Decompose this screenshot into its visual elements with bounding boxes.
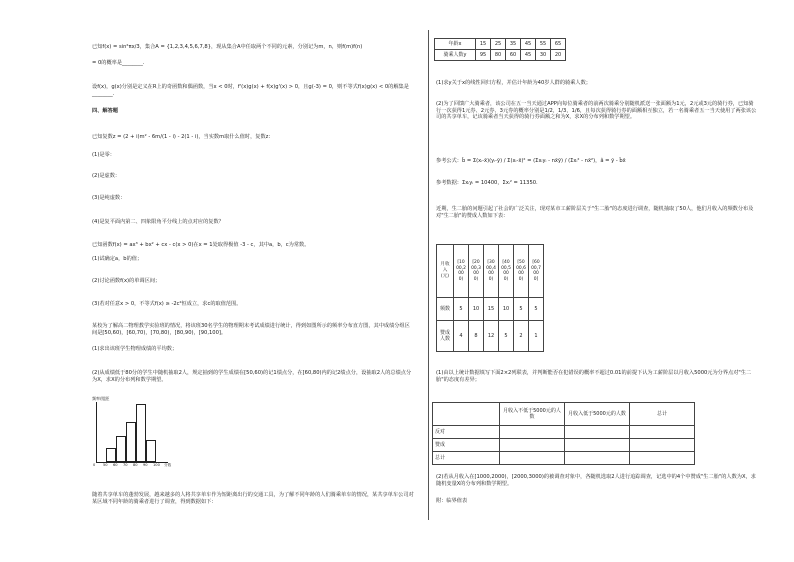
table-row [437, 245, 544, 298]
fill-blank-1: 已知f(x) = sin²πx/3，集合A = {1,2,3,4,5,6,7,8}，现从集合A中任取两个不同的元素，分别记为m，n，则f(m)f(n) [92, 44, 363, 50]
table-cell: 5 [514, 298, 529, 321]
histogram-tick: 50 [103, 463, 108, 467]
table-cell: 55 [536, 39, 551, 50]
table-cell: [5000,6000) [514, 245, 529, 298]
table-cell: 10 [499, 298, 514, 321]
table-cell: 月收入(元) [437, 245, 454, 298]
table-cell: 30 [536, 50, 551, 61]
histogram-bar [136, 404, 146, 462]
table-cell: 95 [476, 50, 491, 61]
column-divider [428, 30, 429, 520]
histogram-tick: 70 [123, 463, 128, 467]
reference-formula: 参考公式：b̂ = Σ(xᵢ-x̄)(yᵢ-ȳ) / Σ(xᵢ-x̄)² = (Σxᵢyᵢ - nx̄ȳ) / (Σxᵢ² - nx̄²)，â = ȳ - b̂x̄ [436, 158, 626, 164]
table-cell: 8 [469, 321, 484, 352]
table-cell: 频数 [437, 298, 454, 321]
question-3-part-1: (1)求出该班学生物理成绩的平均数； [92, 346, 178, 352]
table-cell: 35 [506, 39, 521, 50]
table-cell: 15 [484, 298, 499, 321]
age-rider-table [434, 38, 566, 61]
table-cell [630, 452, 695, 465]
fill-blank-2: 设f(x)，g(x)分别是定义在R上的奇函数和偶函数，当x < 0时，f'(x)g(x) + f(x)g'(x) > 0，且g(-3) = 0，则不等式f(x)g(x) < 0的解集是________. [92, 84, 409, 97]
histogram-tick: 90 [143, 463, 148, 467]
table-row [433, 426, 695, 439]
histogram-y-label: 频率/组距 [92, 396, 110, 401]
question-1-part-1: (1)是零： [92, 152, 115, 158]
table-cell: 4 [454, 321, 469, 352]
table-cell: 12 [484, 321, 499, 352]
table-cell: 10 [469, 298, 484, 321]
question-4: 随着共享单车的蓬勃发展，越来越多的人将共享单车作为短距离出行的交通工具，为了解不同年龄的人们骑乘单车的情况，某共享单车公司对某区域不同年龄的骑乘者进行了调查，得到数据如下： [92, 492, 414, 505]
table-cell: 5 [454, 298, 469, 321]
regression-question-1: (1)求y关于x的线性回归方程，并估计年龄为40岁人群的骑乘人数； [436, 80, 591, 86]
question-2: 已知函数f(x) = ax³ + bx² + cx - c(x > 0)在x = 1处取得极值 -3 - c，其中a，b，c为常数。 [92, 242, 310, 248]
table-cell [630, 426, 695, 439]
table-cell: 赞成 [433, 439, 500, 452]
table-row [437, 321, 544, 352]
survey-question-2: (2)若从月收入在[1000,2000)，[2000,3000)的被调查对象中，各随机选取2人进行追踪调查，记选中的4个中赞成"生二胎"的人数为X，求随机变量X的分布列和数学期望。 [436, 474, 756, 487]
question-1-part-4: (4)是复平面内第二、四象限角平分线上的点对应的复数？ [92, 219, 224, 225]
table-cell: 总计 [433, 452, 500, 465]
table-row [433, 452, 695, 465]
table-cell: 65 [551, 39, 566, 50]
table-cell [565, 426, 630, 439]
question-1-part-2: (2)是虚数： [92, 173, 121, 179]
table-cell: 5 [529, 298, 544, 321]
histogram-bar [116, 436, 126, 462]
table-cell [500, 439, 565, 452]
table-cell: 80 [491, 50, 506, 61]
table-cell: 年龄x [435, 39, 476, 50]
regression-question-2: (2)为了回馈广大骑乘者，该公司在五一当天通过APP向每位骑乘者的前两次骑乘分别随机派送一张面额为1元，2元或3元的骑行券，已知骑行一次获得1元券、2元券、3元券的概率分别是1/2，1/3，1/6，且每次获得骑行券的面额相互独立，若一名骑乘者五一当天使用了两张该公司的共享单车，记该骑乘者当天获得的骑行券面额之和为X，求X的分布列和数学期望。 [436, 101, 757, 120]
table-cell: 月收入低于5000元的人数 [565, 403, 630, 426]
table-cell [500, 426, 565, 439]
reference-data: 参考数据：Σxᵢyᵢ = 10400，Σxᵢ² = 11350. [436, 180, 538, 186]
table-cell [433, 403, 500, 426]
critical-value-caption: 附：临界值表 [436, 498, 468, 504]
histogram-bar [126, 422, 136, 462]
income-survey-table [436, 244, 544, 352]
table-cell: 5 [499, 321, 514, 352]
question-2-part-1: (1)试确定a，b的值； [92, 256, 143, 262]
table-cell: 反对 [433, 426, 500, 439]
frequency-histogram [86, 396, 176, 470]
question-1-part-3: (3)是纯虚数： [92, 195, 126, 201]
table-cell: 45 [521, 50, 536, 61]
table-cell: 45 [521, 39, 536, 50]
table-cell: 总计 [630, 403, 695, 426]
table-cell [500, 452, 565, 465]
table-cell: [4000,5000) [499, 245, 514, 298]
table-cell: 2 [514, 321, 529, 352]
table-cell: [6000,7000] [529, 245, 544, 298]
table-cell: 骑乘人数y [435, 50, 476, 61]
table-cell: [1000,2000) [454, 245, 469, 298]
table-row [435, 50, 566, 61]
section-heading: 四、解答题 [92, 108, 118, 114]
histogram-x-label: 分数 [164, 463, 172, 467]
table-row [435, 39, 566, 50]
question-1: 已知复数z = (2 + i)m² - 6m/(1 - i) - 2(1 - i)，当实数m取什么值时，复数z： [92, 134, 274, 140]
question-2-part-2: (2)讨论函数f(x)的单调区间； [92, 278, 161, 284]
table-cell: [2000,3000) [469, 245, 484, 298]
fill-blank-1-end: = 0的概率是________. [92, 60, 145, 66]
histogram-bar [146, 440, 156, 462]
histogram-tick: 60 [113, 463, 118, 467]
table-cell [565, 439, 630, 452]
histogram-tick: 100 [153, 463, 160, 467]
question-2-part-3: (3)若对任意x > 0，不等式f(x) ≥ -2c²恒成立，求c的取值范围。 [92, 301, 242, 307]
survey-question-1: (1)由以上统计数据填写下面2×2列联表，并判断能否在犯错误的概率不超过0.01的前提下认为工薪阶层以月收入5000元为分界点对"生二胎"的态度有差异； [436, 370, 752, 383]
table-cell: 赞成人数 [437, 321, 454, 352]
table-cell [565, 452, 630, 465]
question-3: 某校为了解高二物理教学实验班的情况，将该班30名学生的物理期末考试成绩进行统计，得到如图所示的频率分布直方图，其中成绩分组区间是[50,60)，[60,70)，[70,80)，[80,90)，[90,100]。 [92, 323, 410, 336]
table-cell: 15 [476, 39, 491, 50]
survey-intro: 近期，生二胎的问题引起了社会的广泛关注，现对某市工薪阶层关于"生二胎"的态度进行调查，随机抽取了50人，他们月收入的频数分布及对"生二胎"的赞成人数如下表： [436, 206, 754, 219]
table-row [433, 439, 695, 452]
histogram-tick: 80 [133, 463, 138, 467]
table-cell: 月收入不低于5000元的人数 [500, 403, 565, 426]
histogram-y-axis [96, 402, 97, 462]
table-row [437, 298, 544, 321]
table-cell: 1 [529, 321, 544, 352]
histogram-tick: 0 [93, 463, 96, 467]
table-cell: [3000,4000) [484, 245, 499, 298]
table-cell: 25 [491, 39, 506, 50]
table-cell: 60 [506, 50, 521, 61]
table-cell: 20 [551, 50, 566, 61]
question-3-part-2: (2)从成绩低于80分的学生中随机抽取2人，规定抽到的学生成绩在[50,60)的记1绩点分，在[60,80)内的记2绩点分，设抽取2人的总绩点分为X，求X的分布列和数学期望。 [92, 370, 412, 383]
contingency-table [432, 402, 695, 465]
table-row [433, 403, 695, 426]
histogram-bar [106, 448, 116, 462]
table-cell [630, 439, 695, 452]
